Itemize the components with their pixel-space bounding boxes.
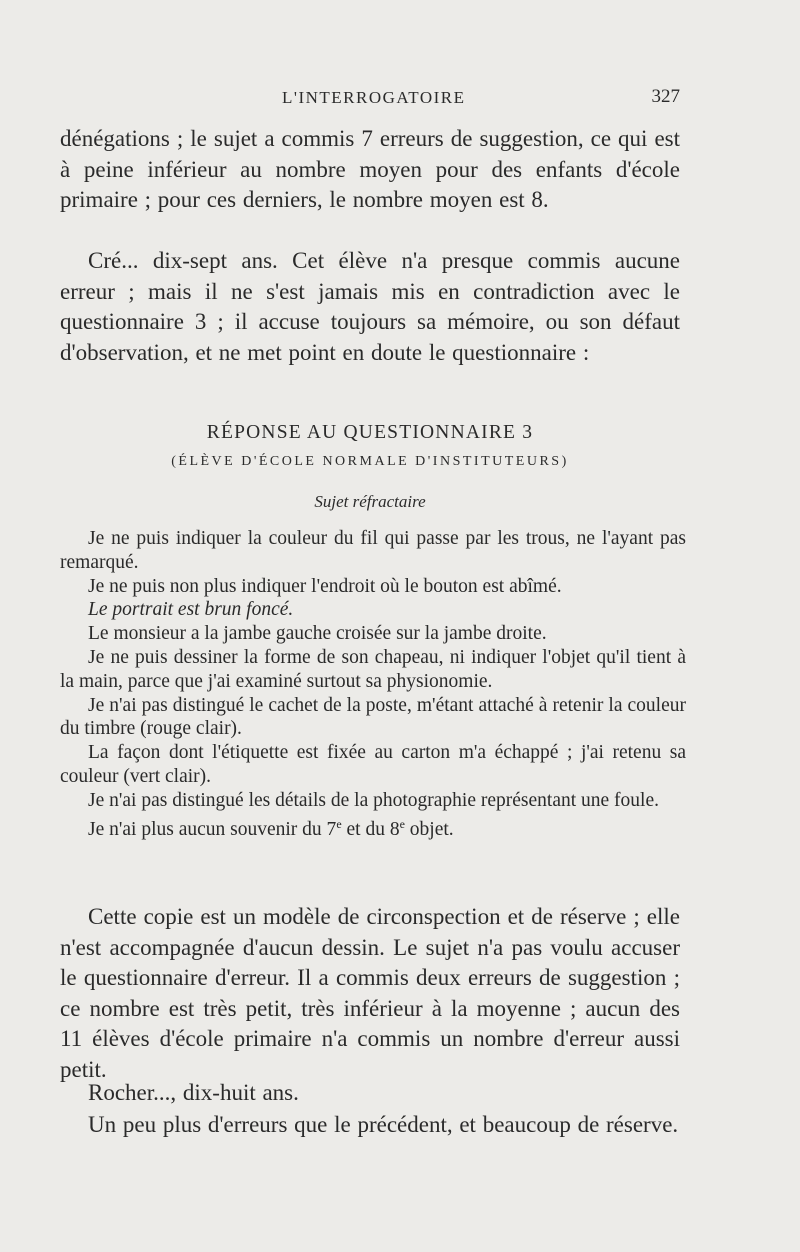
- answer-line: Le portrait est brun foncé.: [88, 599, 294, 621]
- answer-line: Je n'ai pas distingué le cachet de la poste, m'étant attaché à retenir la couleur du timbre (rouge clair).: [60, 694, 686, 740]
- answer-line: Le monsieur a la jambe gauche croisée sur la jambe droite.: [88, 623, 547, 645]
- answer-text: Je n'ai plus aucun souvenir du 7: [88, 818, 337, 840]
- ordinal-superscript: e: [336, 816, 342, 831]
- answer-line: La façon dont l'étiquette est fixée au carton m'a échappé ; j'ai retenu sa couleur (vert clair).: [60, 742, 686, 787]
- section-label: Sujet réfractaire: [314, 492, 426, 511]
- paragraph-5: Un peu plus d'erreurs que le précédent, et beaucoup de réserve.: [88, 1112, 679, 1137]
- ordinal-superscript: e: [399, 816, 405, 831]
- questionnaire-answers: [60, 527, 686, 841]
- answer-text: et du 8: [341, 818, 400, 840]
- answer-line: Je n'ai pas distingué les détails de la photographie représentant une foule.: [88, 789, 660, 811]
- page-number: 327: [651, 86, 680, 107]
- paragraph-1: dénégations ; le sujet a commis 7 erreurs de suggestion, ce qui est à peine inférieur au nombre moyen pour des enfants d'école primaire ; pour ces derniers, le nombre moyen est 8.: [60, 126, 680, 212]
- section-subtitle: (ÉLÈVE D'ÉCOLE NORMALE D'INSTITUTEURS): [171, 454, 569, 469]
- answer-text: objet.: [404, 818, 454, 840]
- running-title: L'INTERROGATOIRE: [282, 88, 466, 107]
- page-header: [60, 84, 680, 114]
- answer-line: Je ne puis non plus indiquer l'endroit où le bouton est abîmé.: [88, 575, 562, 597]
- section-title: RÉPONSE AU QUESTIONNAIRE 3: [206, 422, 534, 443]
- paragraph-4: Rocher..., dix-huit ans.: [88, 1080, 299, 1105]
- paragraph-3: Cette copie est un modèle de circonspection et de réserve ; elle n'est accompagnée d'aucun dessin. Le sujet n'a pas voulu accuser le questionnaire d'erreur. Il a commis deux erreurs de suggestion ; ce nombre est très petit, très inférieur à la moyenne ; aucun des 11 élèves d'école primaire n'a commis un nombre d'erreur aussi petit.: [60, 904, 680, 1082]
- answer-line-last: [60, 813, 686, 842]
- answer-line: Je ne puis dessiner la forme de son chapeau, ni indiquer l'objet qu'il tient à la main, parce que j'ai examiné surtout sa physionomie.: [60, 646, 686, 692]
- answer-line: Je ne puis indiquer la couleur du fil qui passe par les trous, ne l'ayant pas remarqué.: [60, 528, 686, 573]
- paragraph-2: Cré... dix-sept ans. Cet élève n'a presque commis aucune erreur ; mais il ne s'est jamais mis en contradiction avec le questionnaire 3 ; il accuse toujours sa mémoire, ou son défaut d'observation, et ne met point en doute le questionnaire :: [60, 248, 680, 365]
